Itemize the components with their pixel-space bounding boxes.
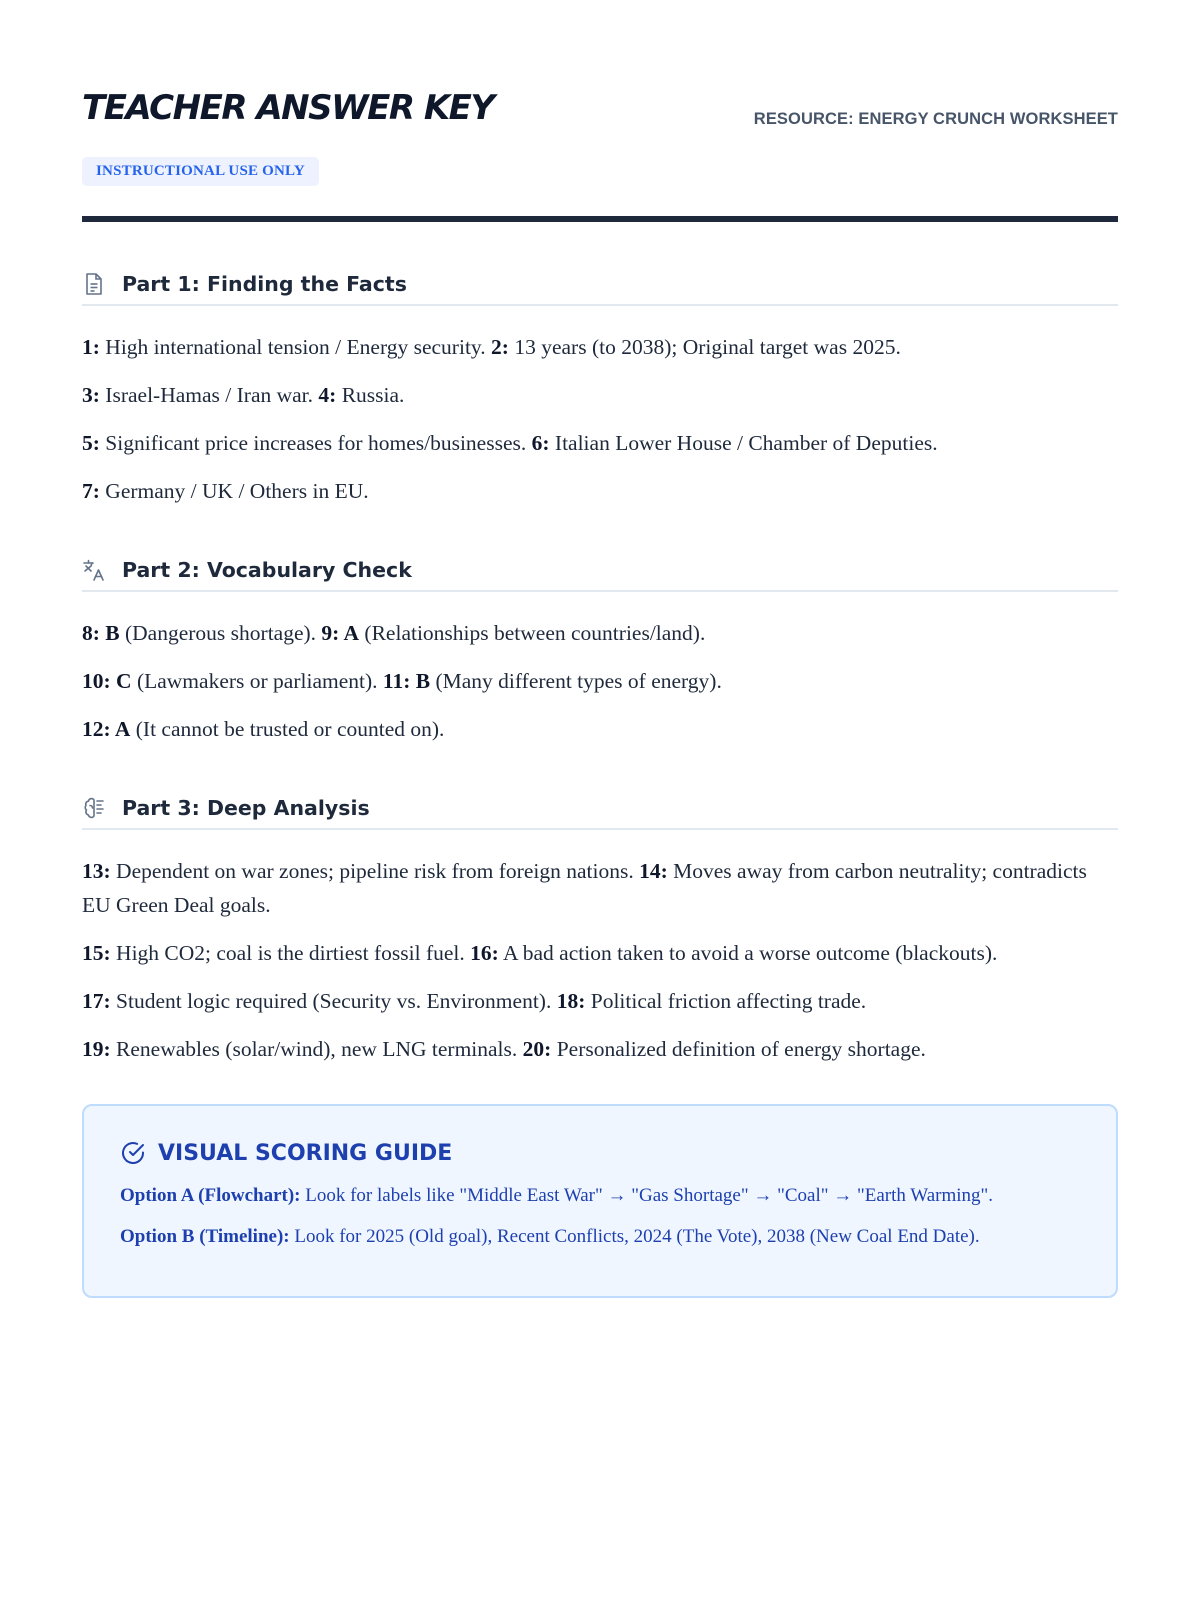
answer-number: 12: A [82,717,131,741]
answer-line [82,712,1118,746]
guide-title: VISUAL SCORING GUIDE [158,1140,453,1166]
answer-number: 17: [82,989,111,1013]
answer-text: Student logic required (Security vs. Environment). [110,989,557,1013]
option-label: Option B (Timeline): [120,1226,290,1247]
answer-text: (It cannot be trusted or counted on). [130,717,445,741]
answer-number: 16: [470,941,499,965]
check-circle-icon [120,1140,146,1166]
section-title: Part 3: Deep Analysis [122,796,370,820]
answer-text: A bad action taken to avoid a worse outcome (blackouts). [498,941,998,965]
answer-line [82,616,1118,650]
answer-line [82,854,1118,922]
brain-icon [82,796,106,820]
answer-line [82,426,1118,460]
answer-number: 14: [639,859,668,883]
section-part-3 [82,790,1118,1066]
section-title: Part 1: Finding the Facts [122,272,407,296]
answer-number: 20: [522,1037,552,1061]
answer-text: (Dangerous shortage). [119,621,322,645]
answer-number: 9: A [321,621,360,645]
guide-option [120,1182,1080,1209]
answer-number: 15: [82,941,111,965]
answer-number: 1: [82,335,100,359]
section-header [82,790,1118,830]
answer-line [82,664,1118,698]
answer-text: 13 years (to 2038); Original target was 2025. [508,335,901,359]
answer-number: 5: [82,431,100,455]
header [82,0,1118,222]
answer-text: Israel-Hamas / Iran war. [99,383,319,407]
answer-text: (Many different types of energy). [430,669,722,693]
answer-text: Russia. [336,383,405,407]
answer-line [82,378,1118,412]
answer-text: Moves away from carbon neutrality; contradicts EU Green Deal goals. [82,859,1087,917]
answer-text: High international tension / Energy security. [99,335,492,359]
scoring-guide-box [82,1104,1118,1298]
translate-icon [82,558,106,582]
answer-text: Significant price increases for homes/businesses. [99,431,532,455]
answer-text: Personalized definition of energy shortage. [551,1037,926,1061]
answer-text: High CO2; coal is the dirtiest fossil fuel. [110,941,471,965]
answer-text: (Relationships between countries/land). [359,621,706,645]
page-title: TEACHER ANSWER KEY [82,88,494,128]
usage-badge: INSTRUCTIONAL USE ONLY [82,157,319,186]
option-label: Option A (Flowchart): [120,1185,301,1206]
answer-number: 4: [318,383,337,407]
answer-number: 11: B [382,669,431,693]
answer-text: (Lawmakers or parliament). [131,669,383,693]
answer-number: 7: [82,479,100,503]
answer-text: Germany / UK / Others in EU. [99,479,369,503]
answer-text: Renewables (solar/wind), new LNG terminals. [110,1037,523,1061]
answer-number: 19: [82,1037,111,1061]
section-header [82,552,1118,592]
answer-line [82,330,1118,364]
option-text: Look for labels like "Middle East War" → "Gas Shortage" → "Coal" → "Earth Warming". [300,1185,994,1206]
answer-text: Dependent on war zones; pipeline risk from foreign nations. [110,859,640,883]
answer-text: Italian Lower House / Chamber of Deputies. [549,431,938,455]
answer-text: Political friction affecting trade. [585,989,867,1013]
section-title: Part 2: Vocabulary Check [122,558,412,582]
answer-number: 10: C [82,669,132,693]
guide-header [120,1140,1080,1166]
resource-label: RESOURCE: ENERGY CRUNCH WORKSHEET [753,110,1118,128]
section-part-2 [82,552,1118,746]
answer-line [82,1032,1118,1066]
answer-number: 2: [491,335,509,359]
section-header [82,266,1118,306]
answer-number: 13: [82,859,111,883]
answer-number: 3: [82,383,100,407]
section-part-1 [82,266,1118,508]
answer-number: 6: [531,431,550,455]
answer-line [82,984,1118,1018]
answer-number: 18: [556,989,586,1013]
option-text: Look for 2025 (Old goal), Recent Conflicts, 2024 (The Vote), 2038 (New Coal End Date). [289,1226,980,1247]
document-icon [82,272,106,296]
answer-line [82,936,1118,970]
guide-option [120,1223,1080,1250]
answer-line [82,474,1118,508]
answer-number: 8: B [82,621,120,645]
